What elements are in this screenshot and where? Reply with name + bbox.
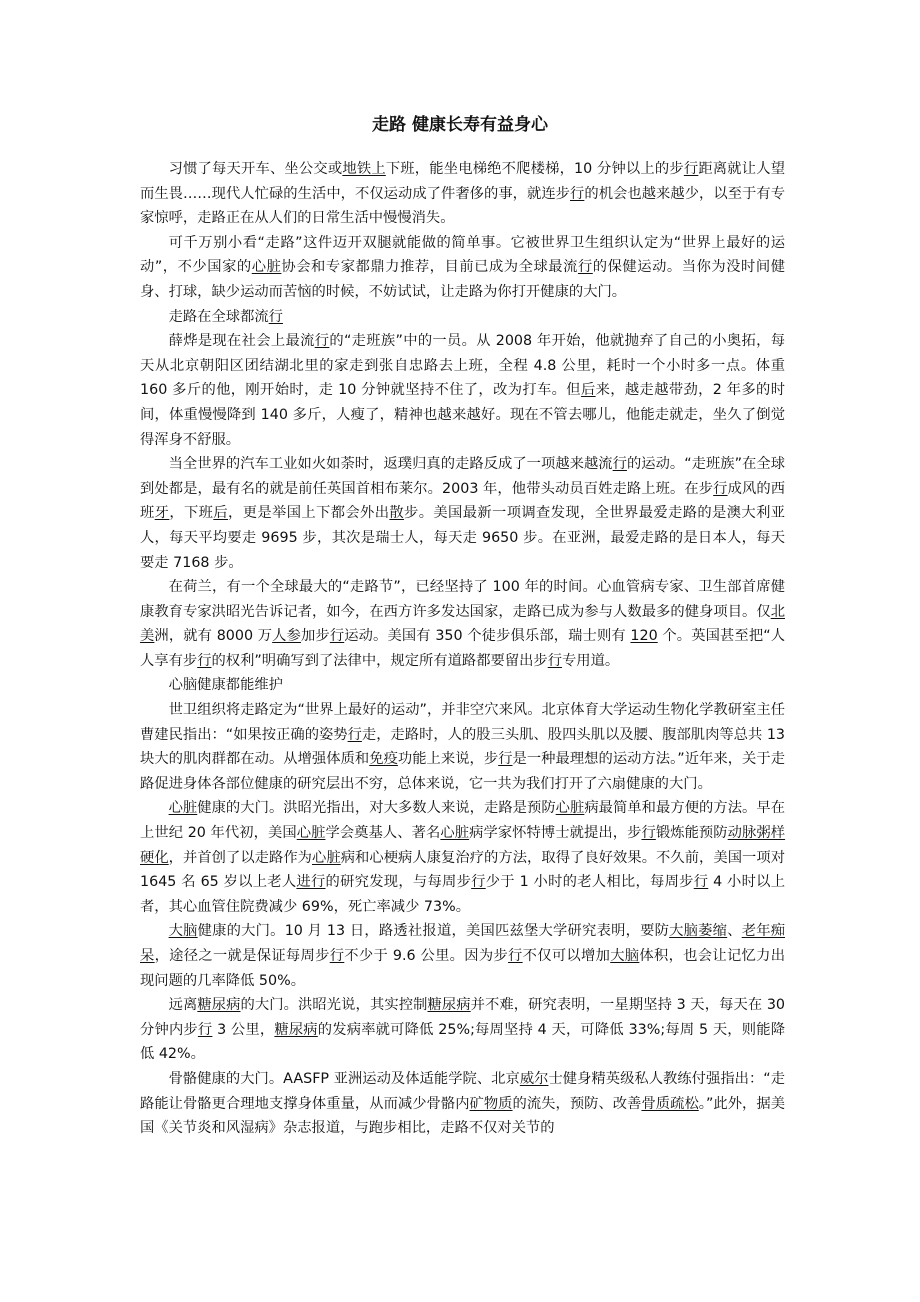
text-run: 功能上来说，步 bbox=[397, 751, 499, 768]
underlined-term: 行 bbox=[612, 456, 627, 473]
text-run: 的研究发现，与每周步 bbox=[325, 874, 472, 891]
underlined-term: 行 bbox=[508, 948, 523, 964]
text-run: 不少于 9.6 公里。因为步 bbox=[344, 948, 509, 964]
underlined-term: 行 bbox=[268, 308, 283, 325]
text-run: 心脑健康都能维护 bbox=[168, 677, 283, 694]
underlined-term: 进行 bbox=[296, 874, 326, 891]
underlined-term: 行 bbox=[577, 259, 593, 276]
underlined-term: 后 bbox=[213, 505, 229, 522]
underlined-term: 心脏 bbox=[251, 259, 282, 276]
underlined-term: 心脏 bbox=[312, 849, 341, 866]
underlined-term: 后 bbox=[580, 382, 596, 399]
underlined-term: 心脏 bbox=[296, 825, 326, 842]
text-run: 专用道。 bbox=[562, 652, 620, 669]
underlined-term: 大脑 bbox=[610, 948, 640, 964]
underlined-term: 行 bbox=[683, 161, 699, 177]
underlined-term: 行 bbox=[197, 652, 212, 669]
underlined-term: 糖尿病 bbox=[197, 997, 241, 1014]
underlined-term: 北美 bbox=[140, 603, 785, 645]
text-run: 是一种最理想的运动方法。”近年来，关于走路促进身体各部位健康的研究层出不穷，总体来说，它一共为我们打开了六扇健康的大门。 bbox=[140, 751, 786, 792]
text-run: 士健身精英级私人教练付强指出：“走路能让骨骼更合理地支撑身体重量，从而减少骨骼内 bbox=[140, 1070, 786, 1112]
document-body bbox=[140, 157, 785, 1141]
text-run: 的流失，预防、改善 bbox=[512, 1095, 642, 1112]
text-run: 的发病率就可降低 25%;每周坚持 4 天，可降低 33%;每周 5 天，则能降低 42%。 bbox=[140, 1021, 786, 1063]
section-heading bbox=[140, 305, 785, 330]
underlined-term: 行 bbox=[498, 751, 513, 768]
underlined-term: 大脑萎缩 bbox=[669, 923, 728, 940]
paragraph bbox=[140, 329, 785, 452]
text-run: ，下班 bbox=[169, 505, 214, 522]
text-run: 4 小时以上者，其心血管住院费减少 69%，死亡率减少 73%。 bbox=[140, 874, 785, 915]
underlined-term: 骨质疏松 bbox=[641, 1095, 699, 1112]
text-run: ，并首创了以走路作为 bbox=[168, 849, 313, 866]
paragraph bbox=[140, 157, 785, 231]
underlined-term: 牙 bbox=[154, 505, 170, 522]
underlined-term: 老年痴呆 bbox=[140, 923, 786, 964]
underlined-term: 心脏 bbox=[555, 800, 585, 817]
text-run: 、 bbox=[727, 923, 742, 940]
text-run: 可千万别小看“走路”这件迈开双腿就能做的简单事。它被世界卫生组织认定为“世界上最好的运动”，不少国家的 bbox=[140, 234, 785, 276]
text-run: 走路在全球都流 bbox=[168, 308, 269, 325]
text-run: 走，走路时，人的股三头肌、股四头肌以及腰、腹部肌肉等总共 13 块大的肌肉群都在动。从增强体质和 bbox=[140, 726, 786, 768]
text-run: 学会奠基人、著名 bbox=[325, 825, 441, 842]
text-run: 下班，能坐电梯绝不爬楼梯，10 分钟以上的步 bbox=[385, 161, 684, 177]
text-run: 的机会也越来越少，以至于有专家惊呼，走路正在从人们的日常生活中慢慢消失。 bbox=[140, 185, 786, 227]
text-run: 病学家怀特博士就提出，步 bbox=[469, 825, 642, 842]
text-run: 成风的西班 bbox=[140, 480, 786, 522]
text-run: ，途径之一就是保证每周步 bbox=[154, 948, 330, 964]
underlined-term: 免疫 bbox=[369, 751, 398, 768]
text-run: 病和心梗病人康复治疗的方法，取得了良好效果。不久前，美国一项对 1645 名 65 岁以上老人 bbox=[140, 849, 786, 891]
paragraph bbox=[140, 993, 785, 1067]
paragraph bbox=[140, 919, 785, 993]
text-run: 当全世界的汽车工业如火如荼时，返璞归真的走路反成了一项越来越流 bbox=[168, 456, 613, 473]
text-run: 世卫组织将走路定为“世界上最好的运动”，并非空穴来风。北京体育大学运动生物化学教研室主任曹建民指出：“如果按正确的姿势 bbox=[140, 702, 785, 743]
paragraph bbox=[140, 1067, 785, 1141]
underlined-term: 行 bbox=[471, 874, 486, 891]
text-run: 加步 bbox=[300, 628, 330, 645]
text-run: 来，越走越带劲，2 年多的时间，体重慢慢降到 140 多斤，人瘦了，精神也越来越好。现在不管去哪儿，他能走就走，坐久了倒觉得浑身不舒服。 bbox=[140, 382, 785, 448]
underlined-term: 行 bbox=[693, 874, 709, 891]
paragraph bbox=[140, 575, 785, 673]
text-run: 步。美国最新一项调查发现，全世界最爱走路的是澳大利亚人，每天平均要走 9695 步，其次是瑞士人，每天走 9650 步。在亚洲，最爱走路的是日本人，每天要走 7168 步。 bbox=[140, 505, 786, 571]
underlined-term: 动脉粥样硬化 bbox=[140, 825, 786, 866]
text-run: 锻炼能预防 bbox=[655, 825, 728, 842]
paragraph bbox=[140, 796, 785, 919]
text-run: 距离就让人望而生畏……现代人忙碌的生活中，不仅运动成了件奢侈的事，就连步 bbox=[140, 161, 786, 202]
underlined-term: 行 bbox=[570, 185, 585, 202]
text-run: 洲，就有 8000 万 bbox=[154, 628, 273, 645]
text-run: 健康的大门。洪昭光指出，对大多数人来说，走路是预防 bbox=[197, 800, 556, 817]
underlined-term: 行 bbox=[347, 726, 362, 743]
text-run: 不仅可以增加 bbox=[522, 948, 611, 964]
underlined-term: 心脏 bbox=[168, 800, 198, 817]
underlined-term: 行 bbox=[641, 825, 656, 842]
underlined-term: 心脏 bbox=[440, 825, 470, 842]
text-run: 并不难，研究表明，一星期坚持 3 天，每天在 30 分钟内步 bbox=[140, 997, 786, 1038]
text-run: 习惯了每天开车、坐公交或 bbox=[168, 161, 343, 177]
underlined-term: 散 bbox=[389, 505, 405, 522]
text-run: 体积，也会让记忆力出现问题的几率降低 50%。 bbox=[140, 948, 786, 989]
underlined-term: 行 bbox=[713, 480, 728, 497]
text-run: 。”此外，据美国《关节炎和风湿病》杂志报道，与跑步相比，走路不仅对关节的 bbox=[140, 1095, 786, 1137]
section-heading bbox=[140, 673, 785, 698]
paragraph bbox=[140, 452, 785, 575]
underlined-term: 行 bbox=[314, 333, 330, 350]
text-run: 协会和专家都鼎力推荐，目前已成为全球最流 bbox=[281, 259, 578, 276]
text-run: 薛烨是现在社会上最流 bbox=[168, 333, 315, 350]
text-run: 个。英国甚至把“人人享有步 bbox=[140, 628, 786, 669]
underlined-term: 行 bbox=[329, 628, 345, 645]
underlined-term: 行 bbox=[197, 1021, 213, 1038]
underlined-term: 120 bbox=[630, 628, 658, 645]
paragraph bbox=[140, 231, 785, 305]
text-run: 3 公里， bbox=[212, 1021, 275, 1038]
text-run: 的“走班族”中的一员。从 2008 年开始，他就抛弃了自己的小奥拓，每天从北京朝阳区团结湖北里的家走到张自忠路去上班，全程 4.8 公里，耗时一个小时多一点。体重 160 多斤的他，刚开始时，走 10 分钟就坚持不住了，改为打车。但 bbox=[140, 333, 786, 399]
document-title: 走路 健康长寿有益身心 bbox=[372, 115, 548, 135]
text-run: 运动。美国有 350 个徒步俱乐部，瑞士则有 bbox=[344, 628, 631, 645]
text-run: 健康的大门。10 月 13 日，路透社报道，美国匹兹堡大学研究表明，要防 bbox=[197, 923, 670, 940]
text-run: ，更是举国上下都会外出 bbox=[228, 505, 390, 522]
paragraph bbox=[140, 698, 785, 796]
underlined-term: 威尔 bbox=[519, 1070, 549, 1087]
text-run: 少于 1 小时的老人相比，每周步 bbox=[485, 874, 694, 891]
text-run: 骨骼健康的大门。AASFP 亚洲运动及体适能学院、北京 bbox=[168, 1070, 520, 1087]
text-run: 远离 bbox=[168, 997, 198, 1014]
underlined-term: 矿物质 bbox=[469, 1095, 513, 1112]
underlined-term: 人参 bbox=[272, 628, 301, 645]
text-run: 的大门。洪昭光说，其实控制 bbox=[240, 997, 428, 1014]
text-run: 的保健运动。当你为没时间健身、打球，缺少运动而苦恼的时候，不妨试试，让走路为你打开健康的大门。 bbox=[140, 259, 786, 300]
underlined-term: 糖尿病 bbox=[274, 1021, 318, 1038]
text-run: 病最简单和最方便的方法。早在上世纪 20 年代初，美国 bbox=[140, 800, 786, 842]
text-run: 的运动。“走班族”在全球到处都是，最有名的就是前任英国首相布莱尔。2003 年，他带头动员百姓走路上班。在步 bbox=[140, 456, 786, 497]
underlined-term: 大脑 bbox=[168, 923, 198, 940]
underlined-term: 行 bbox=[329, 948, 345, 964]
underlined-term: 行 bbox=[547, 652, 563, 669]
text-run: 的权利”明确写到了法律中，规定所有道路都要留出步 bbox=[211, 652, 548, 669]
underlined-term: 糖尿病 bbox=[427, 997, 471, 1014]
underlined-term: 地铁上 bbox=[342, 161, 386, 177]
text-run: 在荷兰，有一个全球最大的“走路节”，已经坚持了 100 年的时间。心血管病专家、卫生部首席健康教育专家洪昭光告诉记者，如今，在西方许多发达国家，走路已成为参与人数最多的健身项目。仅 bbox=[140, 579, 785, 620]
